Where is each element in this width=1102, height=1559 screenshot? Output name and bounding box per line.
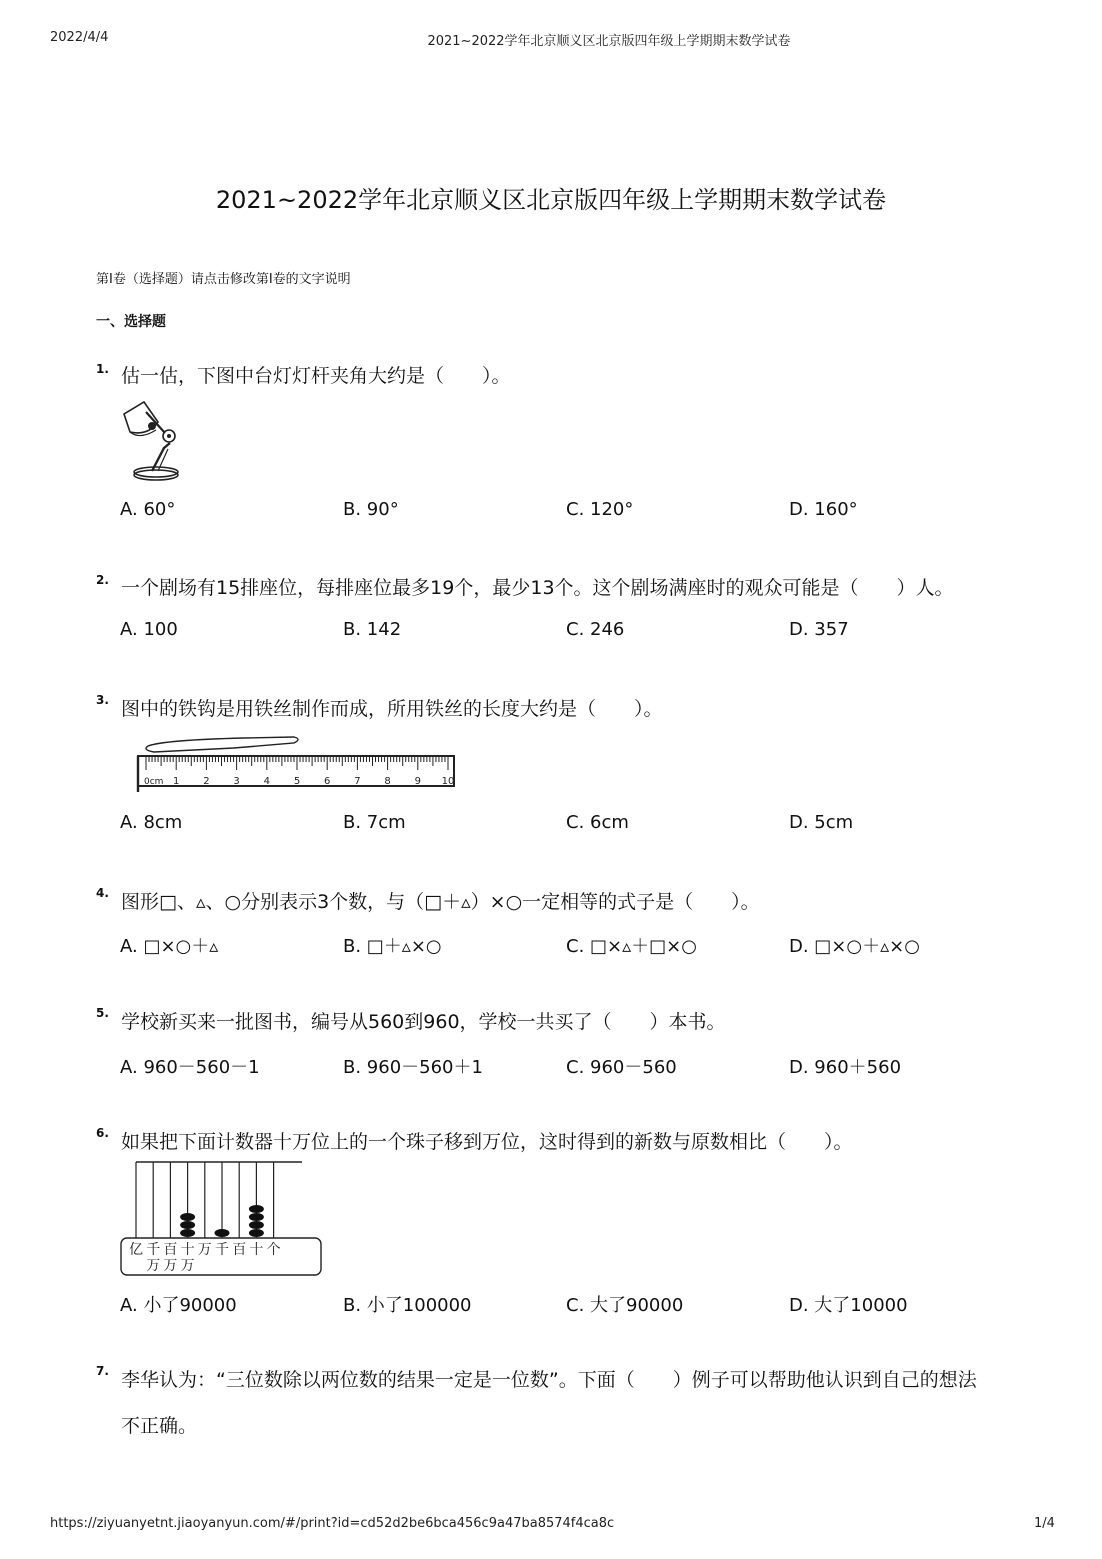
question-number: 1. [96, 362, 109, 376]
abacus-place-label: 千 [215, 1242, 229, 1258]
option-c[interactable]: C. 大了90000 [566, 1295, 684, 1316]
abacus-place-label: 万 [146, 1258, 161, 1274]
abacus-place-label: 万 [163, 1258, 178, 1274]
question-text-continued: 不正确。 [121, 1415, 198, 1437]
ruler-number-label: 3 [233, 776, 240, 787]
option-a[interactable]: A. 60° [120, 499, 176, 520]
question-text: 一个剧场有15排座位，每排座位最多19个，最少13个。这个剧场满座时的观众可能是（ ）人。 [121, 577, 954, 599]
option-a[interactable]: A. 8cm [120, 812, 183, 833]
abacus-place-label: 千 [146, 1242, 161, 1258]
option-d[interactable]: D. 960＋560 [789, 1057, 902, 1078]
question-text: 图形□、▵、○分别表示3个数，与（□＋▵）×○一定相等的式子是（ ）。 [121, 891, 760, 913]
option-a[interactable]: A. 960－560－1 [120, 1057, 260, 1078]
abacus-bead [249, 1205, 264, 1213]
print-header-title: 2021~2022学年北京顺义区北京版四年级上学期期末数学试卷 [427, 34, 791, 49]
question-number: 2. [96, 573, 109, 587]
desk-lamp-figure [118, 398, 188, 484]
option-d[interactable]: D. 160° [789, 499, 858, 520]
page-url[interactable]: https://ziyuanyetnt.jiaoyanyun.com/#/print?id=cd52d2be6bca456c9a47ba8574f4ca8c [50, 1516, 615, 1531]
section-heading: 一、选择题 [96, 314, 166, 330]
option-a[interactable]: A. □×○＋▵ [120, 936, 219, 957]
ruler-number-label: 10 [441, 776, 455, 787]
question-text: 图中的铁钩是用铁丝制作而成，所用铁丝的长度大约是（ ）。 [121, 698, 663, 720]
abacus-bead [215, 1229, 230, 1237]
abacus-bead [180, 1213, 195, 1221]
question-text: 李华认为：“三位数除以两位数的结果一定是一位数”。下面（ ）例子可以帮助他认识到自己的想法 [121, 1369, 977, 1391]
option-d[interactable]: D. □×○＋▵×○ [789, 936, 920, 957]
option-b[interactable]: B. 960－560＋1 [343, 1057, 483, 1078]
option-b[interactable]: B. 7cm [343, 812, 406, 833]
abacus-place-label: 个 [266, 1242, 281, 1258]
ruler-number-label: 6 [324, 776, 331, 787]
volume-note[interactable]: 第Ⅰ卷（选择题）请点击修改第Ⅰ卷的文字说明 [96, 272, 351, 287]
option-b[interactable]: B. 90° [343, 499, 399, 520]
abacus-bead [249, 1221, 264, 1229]
option-b[interactable]: B. □＋▵×○ [343, 936, 442, 957]
abacus-bead [180, 1229, 195, 1237]
question-number: 7. [96, 1364, 109, 1378]
ruler-number-label: 2 [203, 776, 210, 787]
option-a[interactable]: A. 100 [120, 619, 178, 640]
ruler-number-label: 8 [384, 776, 391, 787]
option-c[interactable]: C. □×▵＋□×○ [566, 936, 697, 957]
ruler-number-label: 7 [354, 776, 361, 787]
option-b[interactable]: B. 小了100000 [343, 1295, 472, 1316]
question-text: 估一估，下图中台灯灯杆夹角大约是（ ）。 [121, 365, 511, 387]
option-c[interactable]: C. 246 [566, 619, 625, 640]
page-title: 2021~2022学年北京顺义区北京版四年级上学期期末数学试卷 [215, 186, 887, 214]
question-text: 如果把下面计数器十万位上的一个珠子移到万位，这时得到的新数与原数相比（ ）。 [121, 1131, 853, 1153]
abacus-place-label: 百 [232, 1242, 247, 1258]
abacus-place-label: 万 [197, 1242, 212, 1258]
question-number: 4. [96, 886, 109, 900]
abacus-place-label: 万 [180, 1258, 195, 1274]
ruler-number-label: 9 [414, 776, 421, 787]
question-number: 6. [96, 1126, 109, 1140]
question-number: 5. [96, 1006, 109, 1020]
page-number: 1/4 [1034, 1516, 1055, 1531]
ruler-figure [134, 734, 464, 796]
ruler-unit-label: 0cm [144, 777, 164, 787]
abacus-place-label: 亿 [129, 1242, 143, 1258]
ruler-number-label: 4 [263, 776, 270, 787]
option-c[interactable]: C. 120° [566, 499, 634, 520]
question-text: 学校新买来一批图书，编号从560到960，学校一共买了（ ）本书。 [121, 1011, 726, 1033]
question-number: 3. [96, 693, 109, 707]
ruler-number-label: 1 [173, 776, 180, 787]
abacus-place-label: 十 [180, 1242, 195, 1258]
option-c[interactable]: C. 960－560 [566, 1057, 677, 1078]
option-a[interactable]: A. 小了90000 [120, 1295, 237, 1316]
print-date: 2022/4/4 [50, 30, 109, 45]
option-b[interactable]: B. 142 [343, 619, 402, 640]
option-d[interactable]: D. 5cm [789, 812, 854, 833]
option-c[interactable]: C. 6cm [566, 812, 629, 833]
option-d[interactable]: D. 357 [789, 619, 849, 640]
ruler-number-label: 5 [293, 776, 301, 787]
abacus-place-label: 百 [163, 1242, 178, 1258]
abacus-bead [180, 1221, 195, 1229]
abacus-place-label: 十 [249, 1242, 264, 1258]
abacus-figure [118, 1160, 324, 1280]
abacus-bead [249, 1213, 264, 1221]
option-d[interactable]: D. 大了10000 [789, 1295, 908, 1316]
abacus-bead [249, 1229, 264, 1237]
